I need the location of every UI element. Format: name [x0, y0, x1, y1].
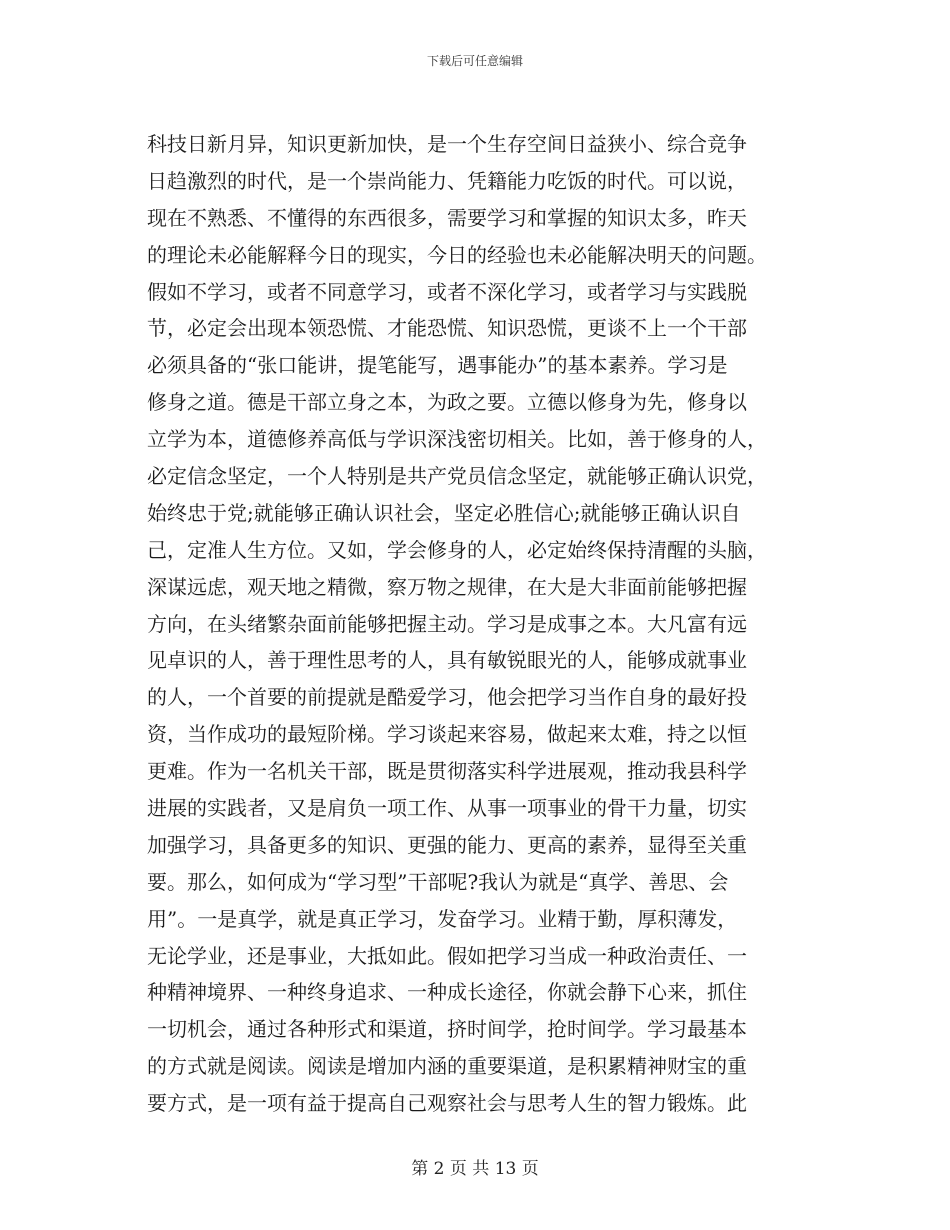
text-line: 要。那么，如何成为“学习型”干部呢?我认为就是“真学、善思、会: [147, 869, 729, 894]
text-line: 深谋远虑，观天地之精微，察万物之规律，在大是大非面前能够把握: [147, 574, 747, 599]
text-line: 节，必定会出现本领恐慌、才能恐慌、知识恐慌，更谈不上一个干部: [147, 316, 747, 341]
text-line: 方向，在头绪繁杂面前能够把握主动。学习是成事之本。大凡富有远: [147, 611, 747, 636]
text-line: 种精神境界、一种终身追求、一种成长途径，你就会静下心来，抓住: [147, 980, 747, 1005]
text-line: 进展的实践者，又是肩负一项工作、从事一项事业的骨干力量，切实: [147, 796, 747, 821]
text-line: 一切机会，通过各种形式和渠道，挤时间学，抢时间学。学习最基本: [147, 1017, 747, 1042]
text-line: 要方式，是一项有益于提高自己观察社会与思考人生的智力锻炼。此: [147, 1091, 747, 1116]
text-line: 更难。作为一名机关干部，既是贯彻落实科学进展观，推动我县科学: [147, 759, 747, 784]
text-line: 始终忠于党;就能够正确认识社会，坚定必胜信心;就能够正确认识自: [147, 500, 741, 525]
text-line: 必定信念坚定，一个人特别是共产党员信念坚定，就能够正确认识党，: [147, 464, 767, 489]
text-line: 日趋激烈的时代，是一个崇尚能力、凭籍能力吃饭的时代。可以说，: [147, 168, 747, 193]
text-line: 的理论未必能解释今日的现实，今日的经验也未必能解决明天的问题。: [147, 242, 767, 267]
text-line: 科技日新月异，知识更新加快，是一个生存空间日益狭小、综合竞争: [147, 132, 747, 156]
text-line: 的人，一个首要的前提就是酷爱学习，他会把学习当作自身的最好投: [147, 685, 747, 710]
text-line: 加强学习，具备更多的知识、更强的能力、更高的素养，显得至关重: [147, 832, 747, 857]
text-line: 资，当作成功的最短阶梯。学习谈起来容易，做起来太难，持之以恒: [147, 722, 747, 747]
text-line: 的方式就是阅读。阅读是增加内涵的重要渠道，是积累精神财宝的重: [147, 1054, 747, 1079]
text-line: 己，定准人生方位。又如，学会修身的人，必定始终保持清醒的头脑，: [147, 537, 767, 562]
text-line: 见卓识的人，善于理性思考的人，具有敏锐眼光的人，能够成就事业: [147, 648, 747, 673]
text-line: 用”。一是真学，就是真正学习，发奋学习。业精于勤，厚积薄发，: [147, 906, 738, 931]
text-line: 立学为本，道德修养高低与学识深浅密切相关。比如，善于修身的人，: [147, 427, 767, 452]
text-line: 修身之道。德是干部立身之本，为政之要。立德以修身为先，修身以: [147, 390, 747, 415]
body-text: [147, 126, 807, 1122]
page-header: 下载后可任意编辑: [426, 54, 523, 68]
text-line: 无论学业，还是事业，大抵如此。假如把学习当成一种政治责任、一: [147, 943, 747, 968]
text-line: 现在不熟悉、不懂得的东西很多，需要学习和掌握的知识太多，昨天: [147, 205, 747, 230]
text-line: 假如不学习，或者不同意学习，或者不深化学习，或者学习与实践脱: [147, 279, 747, 304]
text-line: 必须具备的“张口能讲，提笔能写，遇事能办”的基本素养。学习是: [147, 353, 728, 378]
page-number-footer: 第 2 页 共 13 页: [411, 1159, 539, 1179]
